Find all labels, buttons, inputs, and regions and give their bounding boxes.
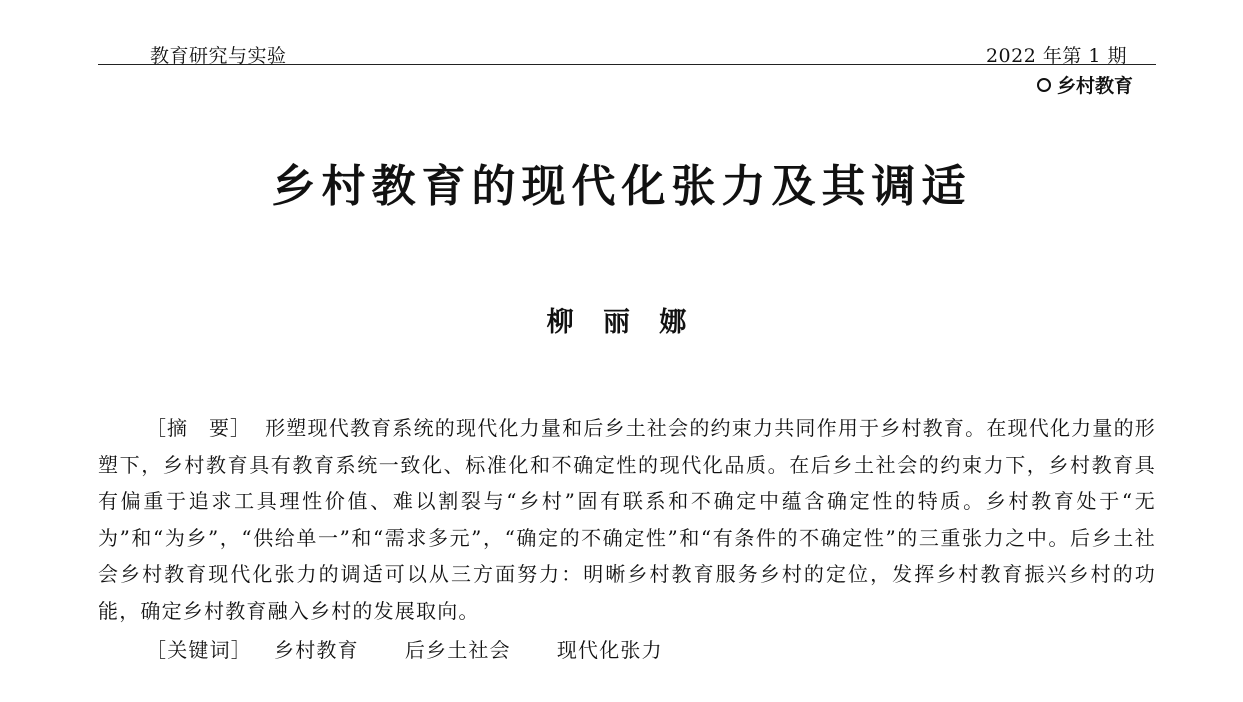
abstract-label: ［摘 要］ bbox=[146, 416, 252, 440]
column-name: 乡村教育 bbox=[1056, 75, 1133, 97]
circle-icon bbox=[1037, 78, 1051, 92]
column-tag bbox=[1037, 71, 1133, 98]
journal-name: 教育研究与实验 bbox=[150, 45, 287, 67]
article-title: 乡村教育的现代化张力及其调适 bbox=[271, 161, 972, 212]
keyword-item: 乡村教育 bbox=[274, 638, 359, 662]
abstract bbox=[98, 410, 1156, 629]
keywords-label: ［关键词］ bbox=[146, 638, 252, 662]
issue-number: 2022 年第 1 期 bbox=[985, 45, 1127, 67]
keyword-item: 后乡土社会 bbox=[404, 638, 511, 662]
abstract-text: 形塑现代教育系统的现代化力量和后乡土社会的约束力共同作用于乡村教育。在现代化力量的形塑下，乡村教育具有教育系统一致化、标准化和不确定性的现代化品质。在后乡土社会的约束力下，乡村教育具有偏重于追求工具理性价值、难以割裂与“乡村”固有联系和不确定中蕴含确定性的特质。乡村教育处于“无为”和“为乡”，“供给单一”和“需求多元”，“确定的不确定性”和“有条件的不确定性”的三重张力之中。后乡土社会乡村教育现代化张力的调适可以从三方面努力：明晰乡村教育服务乡村的定位，发挥乡村教育振兴乡村的功能，确定乡村教育融入乡村的发展取向。 bbox=[98, 416, 1157, 623]
keywords bbox=[146, 632, 709, 668]
running-header bbox=[98, 40, 1156, 65]
keyword-item: 现代化张力 bbox=[556, 638, 663, 662]
author-name: 柳 丽 娜 bbox=[546, 307, 697, 338]
